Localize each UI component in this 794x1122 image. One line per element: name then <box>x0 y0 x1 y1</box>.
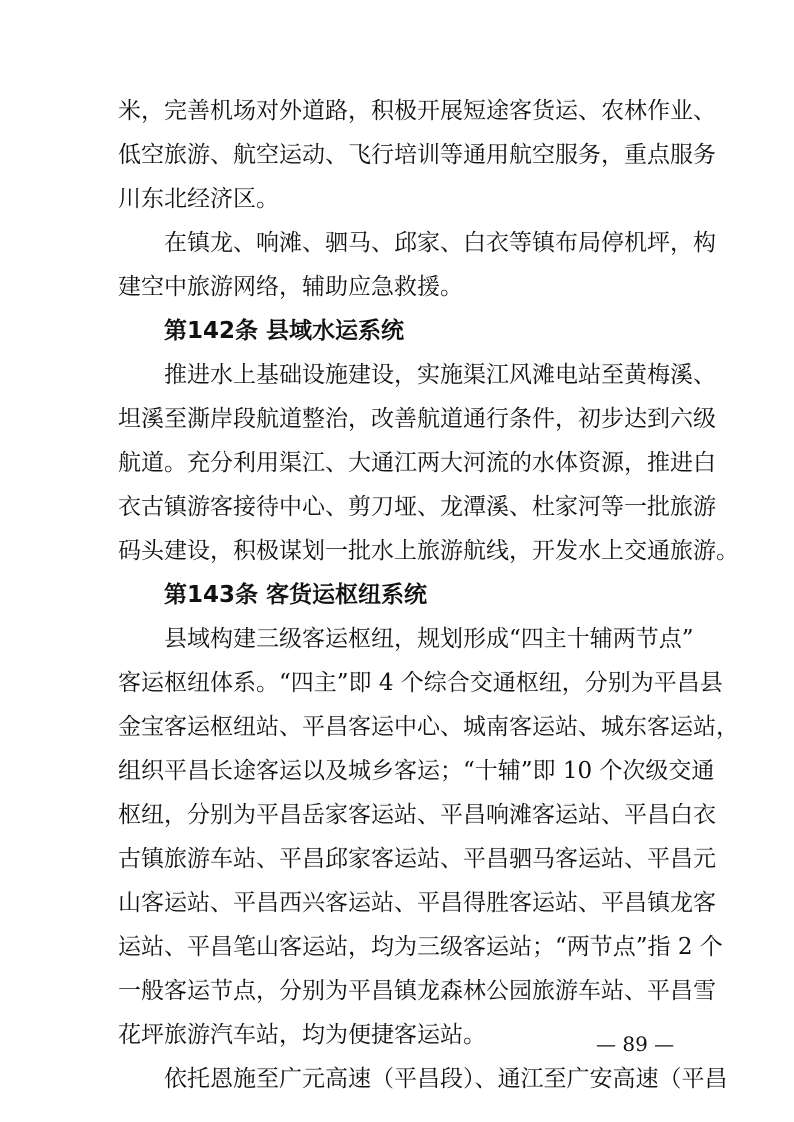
page-number: — 89 — <box>596 1032 675 1056</box>
text-line: 米，完善机场对外道路，积极开展短途客货运、农林作业、 <box>118 98 716 124</box>
section-heading-143: 第143条 客货运枢纽系统 <box>164 582 428 608</box>
text-line: 运站、平昌笔山客运站，均为三级客运站；“两节点”指 2 个 <box>118 934 723 960</box>
text-line: 一般客运节点，分别为平昌镇龙森林公园旅游车站、平昌雪 <box>118 978 716 1004</box>
text-line: 在镇龙、响滩、驷马、邱家、白衣等镇布局停机坪，构 <box>164 230 716 256</box>
text-line: 推进水上基础设施建设，实施渠江风滩电站至黄梅溪、 <box>164 362 716 388</box>
text-line: 组织平昌长途客运以及城乡客运；“十辅”即 10 个次级交通 <box>118 758 715 784</box>
text-line: 山客运站、平昌西兴客运站、平昌得胜客运站、平昌镇龙客 <box>118 890 716 916</box>
text-line: 建空中旅游网络，辅助应急救援。 <box>118 274 463 300</box>
text-line: 金宝客运枢纽站、平昌客运中心、城南客运站、城东客运站， <box>118 714 739 740</box>
text-line: 坦溪至澌岸段航道整治，改善航道通行条件，初步达到六级 <box>118 406 716 432</box>
text-line: 川东北经济区。 <box>118 186 279 212</box>
text-line: 衣古镇游客接待中心、剪刀垭、龙潭溪、杜家河等一批旅游 <box>118 494 716 520</box>
text-line: 县域构建三级客运枢纽，规划形成“四主十辅两节点” <box>164 626 694 652</box>
text-line: 枢纽，分别为平昌岳家客运站、平昌响滩客运站、平昌白衣 <box>118 802 716 828</box>
section-heading-142: 第142条 县域水运系统 <box>164 318 405 344</box>
text-line: 花坪旅游汽车站，均为便捷客运站。 <box>118 1022 486 1048</box>
text-line: 依托恩施至广元高速（平昌段）、通江至广安高速（平昌 <box>164 1066 728 1092</box>
text-line: 航道。充分利用渠江、大通江两大河流的水体资源，推进白 <box>118 450 716 476</box>
text-line: 古镇旅游车站、平昌邱家客运站、平昌驷马客运站、平昌元 <box>118 846 716 872</box>
text-line: 码头建设，积极谋划一批水上旅游航线，开发水上交通旅游。 <box>118 538 739 564</box>
text-line: 低空旅游、航空运动、飞行培训等通用航空服务，重点服务 <box>118 142 716 168</box>
text-line: 客运枢纽体系。“四主”即 4 个综合交通枢纽，分别为平昌县 <box>118 670 723 696</box>
